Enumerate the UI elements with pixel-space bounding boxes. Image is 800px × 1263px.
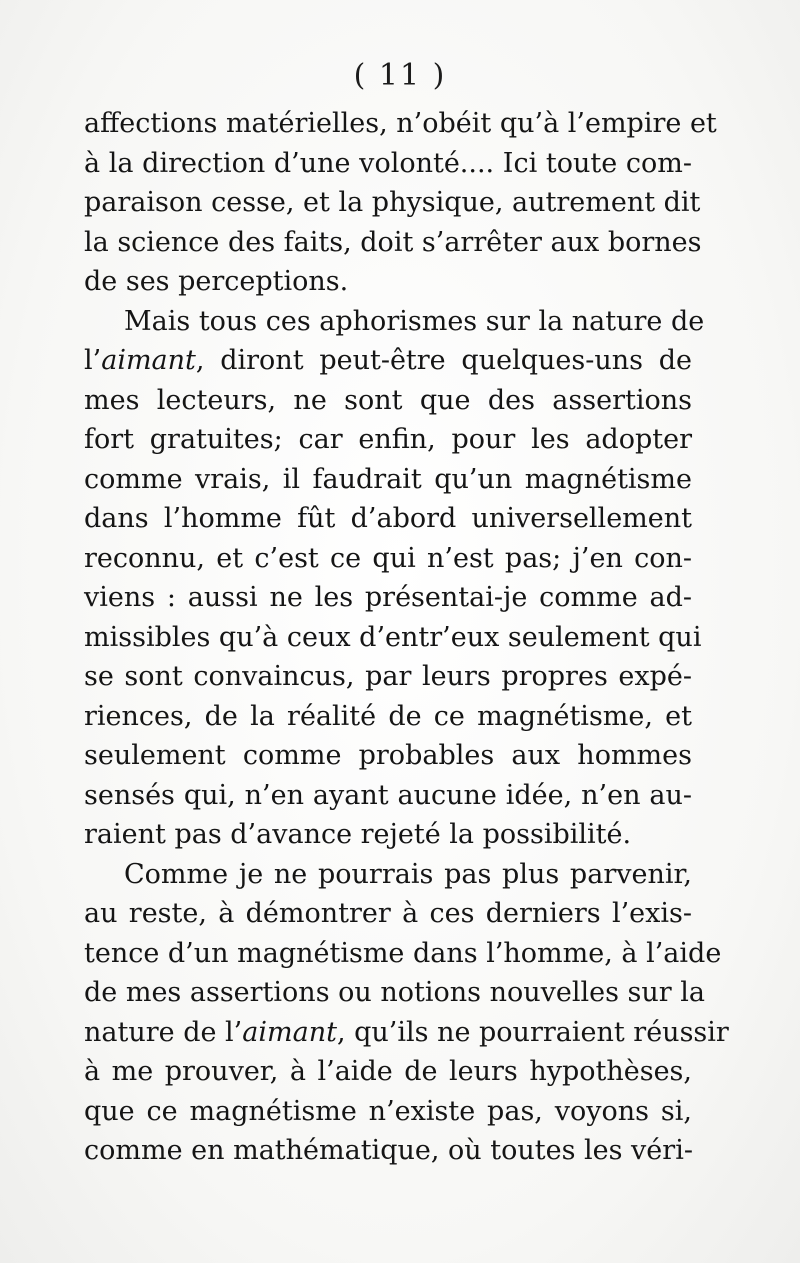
text-line xyxy=(84,460,692,500)
text-line xyxy=(84,697,692,737)
text-line xyxy=(84,262,692,302)
text-line xyxy=(84,815,692,855)
text-segment: au reste, à démontrer à ces derniers l’exis- xyxy=(84,898,692,929)
text-segment: affections matérielles, n’obéit qu’à l’empire et xyxy=(84,108,717,139)
text-segment: seulement comme probables aux hommes xyxy=(84,740,692,771)
text-line xyxy=(84,894,692,934)
body-text xyxy=(84,104,729,1171)
text-line xyxy=(84,973,705,1013)
text-line xyxy=(84,341,692,381)
text-segment: comme en mathématique, où toutes les véri- xyxy=(84,1135,693,1166)
text-line xyxy=(84,539,692,579)
text-line xyxy=(84,776,692,816)
text-segment: à me prouver, à l’aide de leurs hypothèses, xyxy=(84,1056,692,1087)
text-segment: de mes assertions ou notions nouvelles sur la xyxy=(84,977,705,1008)
text-segment: de ses perceptions. xyxy=(84,266,349,297)
text-line xyxy=(84,578,692,618)
text-line xyxy=(84,657,692,697)
text-segment: dans l’homme fût d’abord universellement xyxy=(84,503,692,534)
text-line xyxy=(84,144,692,184)
text-line xyxy=(84,104,717,144)
text-line xyxy=(84,381,692,421)
page-number: ( 11 ) xyxy=(353,58,447,93)
text-line xyxy=(84,223,702,263)
text-segment: , qu’ils ne pourraient réussir xyxy=(336,1016,729,1048)
text-line xyxy=(84,183,701,223)
text-segment: la science des faits, doit s’arrêter aux bornes xyxy=(84,226,702,258)
text-line xyxy=(84,934,722,974)
text-line xyxy=(84,1013,729,1053)
text-line xyxy=(84,736,692,776)
text-segment: reconnu, et c’est ce qui n’est pas; j’en con- xyxy=(84,542,692,574)
text-segment: tence d’un magnétisme dans l’homme, à l’aide xyxy=(84,937,722,969)
text-segment: l’ xyxy=(84,345,102,376)
text-segment: viens : aussi ne les présentai-je comme ad- xyxy=(84,582,692,613)
text-line xyxy=(84,499,692,539)
text-segment: riences, de la réalité de ce magnétisme, et xyxy=(84,700,692,732)
text-line xyxy=(84,855,692,895)
italic-text: aimant xyxy=(101,345,196,376)
text-segment: comme vrais, il faudrait qu’un magnétisme xyxy=(84,463,692,495)
text-segment: que ce magnétisme n’existe pas, voyons si, xyxy=(84,1095,692,1127)
text-segment: , diront peut-être quelques-uns de xyxy=(195,345,692,376)
text-line xyxy=(84,1131,692,1171)
text-line xyxy=(84,618,702,658)
text-segment: à la direction d’une volonté.... Ici toute com- xyxy=(84,147,692,179)
text-segment: Comme je ne pourrais pas plus parvenir, xyxy=(124,858,692,890)
text-segment: se sont convaincus, par leurs propres expé- xyxy=(84,661,692,692)
text-segment: raient pas d’avance rejeté la possibilité. xyxy=(84,819,632,850)
text-segment: paraison cesse, et la physique, autrement dit xyxy=(84,187,701,218)
text-line xyxy=(84,1052,692,1092)
text-segment: sensés qui, n’en ayant aucune idée, n’en au- xyxy=(84,779,692,811)
text-line xyxy=(84,1092,692,1132)
italic-text: aimant xyxy=(242,1016,337,1048)
text-segment: fort gratuites; car enfin, pour les adopter xyxy=(84,424,692,455)
text-segment: mes lecteurs, ne sont que des assertions xyxy=(84,384,692,416)
text-segment: nature de l’ xyxy=(84,1016,243,1048)
text-segment: Mais tous ces aphorismes sur la nature de xyxy=(124,305,705,337)
text-line xyxy=(84,302,705,342)
text-line xyxy=(84,420,692,460)
text-segment: missibles qu’à ceux d’entr’eux seulement qui xyxy=(84,621,702,653)
